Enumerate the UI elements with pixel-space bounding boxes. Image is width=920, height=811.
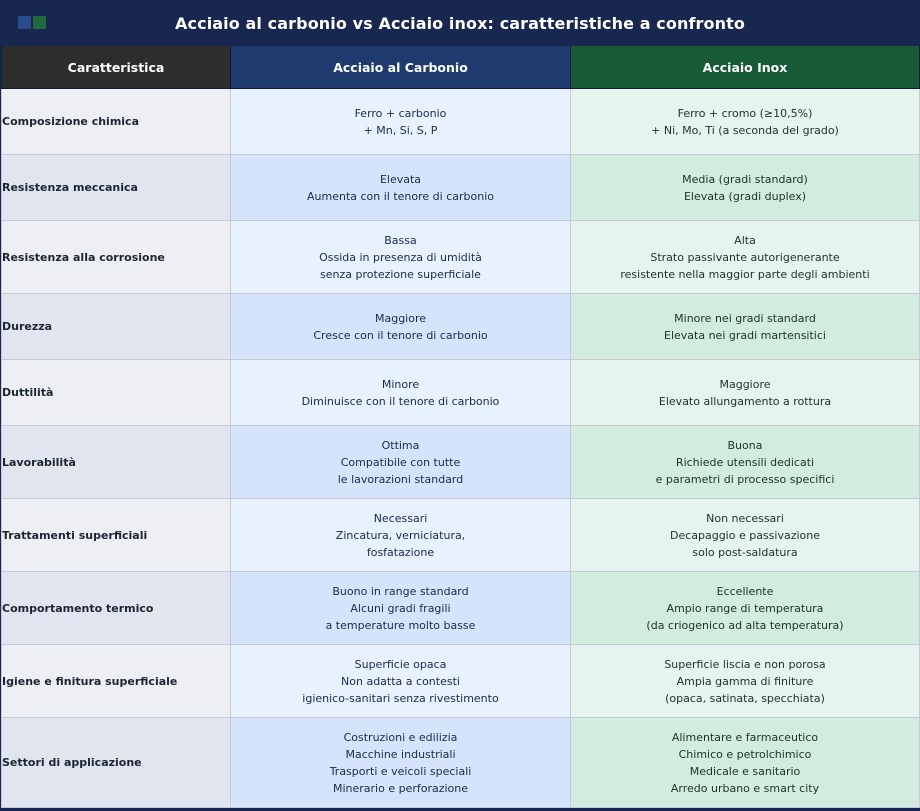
cell-text-line: Non necessari <box>706 511 784 525</box>
cell-text-line: Maggiore <box>719 377 771 391</box>
cell-text-line: (opaca, satinata, specchiata) <box>665 691 825 705</box>
cell-text-line: e parametri di processo specifici <box>655 472 835 486</box>
logo-icon <box>18 16 46 29</box>
carbon-steel-cell <box>231 294 571 360</box>
cell-text-line: Superficie opaca <box>354 657 447 671</box>
cell-text-line: + Mn, Si, S, P <box>363 123 438 137</box>
cell-text-line: Buono in range standard <box>332 584 469 598</box>
cell-text-line: Ampio range di temperatura <box>666 601 824 615</box>
cell-text-line: Ferro + carbonio <box>354 106 447 120</box>
carbon-steel-cell <box>231 89 571 155</box>
feature-cell: Durezza <box>2 294 231 360</box>
cell-text-line: Ampia gamma di finiture <box>676 674 814 688</box>
cell-text-line: Elevato allungamento a rottura <box>658 394 832 408</box>
table-row <box>2 155 920 221</box>
cell-text-line: Ossida in presenza di umidità <box>319 250 482 264</box>
table-row <box>2 499 920 572</box>
carbon-steel-cell <box>231 499 571 572</box>
title-bar <box>0 0 920 46</box>
header-stainless-steel: Acciaio Inox <box>571 46 920 89</box>
cell-text-line: Macchine industriali <box>345 747 456 761</box>
feature-cell: Comportamento termico <box>2 572 231 645</box>
table-row <box>2 360 920 426</box>
feature-cell: Trattamenti superficiali <box>2 499 231 572</box>
stainless-steel-cell <box>571 645 920 718</box>
feature-cell: Settori di applicazione <box>2 718 231 808</box>
cell-text-line: fosfatazione <box>366 545 435 559</box>
cell-text-line: Maggiore <box>374 311 427 325</box>
carbon-steel-cell <box>231 360 571 426</box>
cell-text-line: Cresce con il tenore di carbonio <box>313 328 488 342</box>
cell-text-line: Alcuni gradi fragili <box>350 601 451 615</box>
cell-text-line: Richiede utensili dedicati <box>675 455 815 469</box>
cell-text-line: Eccellente <box>716 584 774 598</box>
feature-cell: Composizione chimica <box>2 89 231 155</box>
cell-text-line: igienico-sanitari senza rivestimento <box>302 691 499 705</box>
cell-text-line: Arredo urbano e smart city <box>670 781 820 795</box>
stainless-steel-cell <box>571 426 920 499</box>
cell-text-line: Minerario e perforazione <box>332 781 469 795</box>
table-row <box>2 718 920 808</box>
cell-text-line: Medicale e sanitario <box>689 764 801 778</box>
logo-blue-square <box>18 16 31 29</box>
cell-text-line: Elevata <box>379 172 422 186</box>
table-header-row <box>2 46 920 89</box>
logo-green-square <box>33 16 46 29</box>
table-row <box>2 426 920 499</box>
carbon-steel-cell <box>231 718 571 808</box>
stainless-steel-cell <box>571 499 920 572</box>
cell-text-line: (da criogenico ad alta temperatura) <box>646 618 844 632</box>
stainless-steel-cell <box>571 572 920 645</box>
cell-text-line: + Ni, Mo, Ti (a seconda del grado) <box>651 123 839 137</box>
stainless-steel-cell <box>571 89 920 155</box>
stainless-steel-cell <box>571 294 920 360</box>
cell-text-line: Alta <box>734 233 756 247</box>
table-row <box>2 645 920 718</box>
cell-text-line: a temperature molto basse <box>325 618 476 632</box>
cell-text-line: Aumenta con il tenore di carbonio <box>307 189 494 203</box>
cell-text-line: Ottima <box>381 438 420 452</box>
cell-text-line: resistente nella maggior parte degli ambienti <box>620 267 870 281</box>
cell-text-line: Elevata (gradi duplex) <box>683 189 806 203</box>
stainless-steel-cell <box>571 360 920 426</box>
cell-text-line: Chimico e petrolchimico <box>678 747 812 761</box>
cell-text-line: Minore <box>381 377 420 391</box>
cell-text-line: Diminuisce con il tenore di carbonio <box>301 394 500 408</box>
table-row <box>2 89 920 155</box>
page-title: Acciaio al carbonio vs Acciaio inox: caratteristiche a confronto <box>175 13 745 33</box>
cell-text-line: Superficie liscia e non porosa <box>664 657 826 671</box>
table-body <box>2 89 920 808</box>
carbon-steel-cell <box>231 221 571 294</box>
cell-text-line: Compatibile con tutte <box>340 455 461 469</box>
stainless-steel-cell <box>571 221 920 294</box>
cell-text-line: Elevata nei gradi martensitici <box>664 328 826 342</box>
stainless-steel-cell <box>571 718 920 808</box>
feature-cell: Igiene e finitura superficiale <box>2 645 231 718</box>
feature-cell: Resistenza meccanica <box>2 155 231 221</box>
cell-text-line: Media (gradi standard) <box>682 172 808 186</box>
header-carbon-steel: Acciaio al Carbonio <box>231 46 571 89</box>
cell-text-line: Trasporti e veicoli speciali <box>329 764 472 778</box>
header-feature: Caratteristica <box>2 46 231 89</box>
feature-cell: Duttilità <box>2 360 231 426</box>
cell-text-line: Zincatura, verniciatura, <box>335 528 466 542</box>
cell-text-line: Buona <box>727 438 763 452</box>
cell-text-line: Costruzioni e edilizia <box>343 730 458 744</box>
stainless-steel-cell <box>571 155 920 221</box>
feature-cell: Resistenza alla corrosione <box>2 221 231 294</box>
cell-text-line: Alimentare e farmaceutico <box>671 730 819 744</box>
cell-text-line: le lavorazioni standard <box>337 472 464 486</box>
carbon-steel-cell <box>231 645 571 718</box>
carbon-steel-cell <box>231 426 571 499</box>
feature-cell: Lavorabilità <box>2 426 231 499</box>
table-row <box>2 294 920 360</box>
cell-text-line: Minore nei gradi standard <box>674 311 816 325</box>
cell-text-line: Ferro + cromo (≥10,5%) <box>677 106 813 120</box>
cell-text-line: Strato passivante autorigenerante <box>650 250 840 264</box>
cell-text-line: Bassa <box>384 233 417 247</box>
carbon-steel-cell <box>231 155 571 221</box>
comparison-table <box>1 46 920 808</box>
cell-text-line: Decapaggio e passivazione <box>669 528 821 542</box>
table-row <box>2 572 920 645</box>
carbon-steel-cell <box>231 572 571 645</box>
cell-text-line: solo post-saldatura <box>692 545 798 559</box>
cell-text-line: Necessari <box>373 511 428 525</box>
table-row <box>2 221 920 294</box>
cell-text-line: senza protezione superficiale <box>320 267 481 281</box>
cell-text-line: Non adatta a contesti <box>341 674 460 688</box>
